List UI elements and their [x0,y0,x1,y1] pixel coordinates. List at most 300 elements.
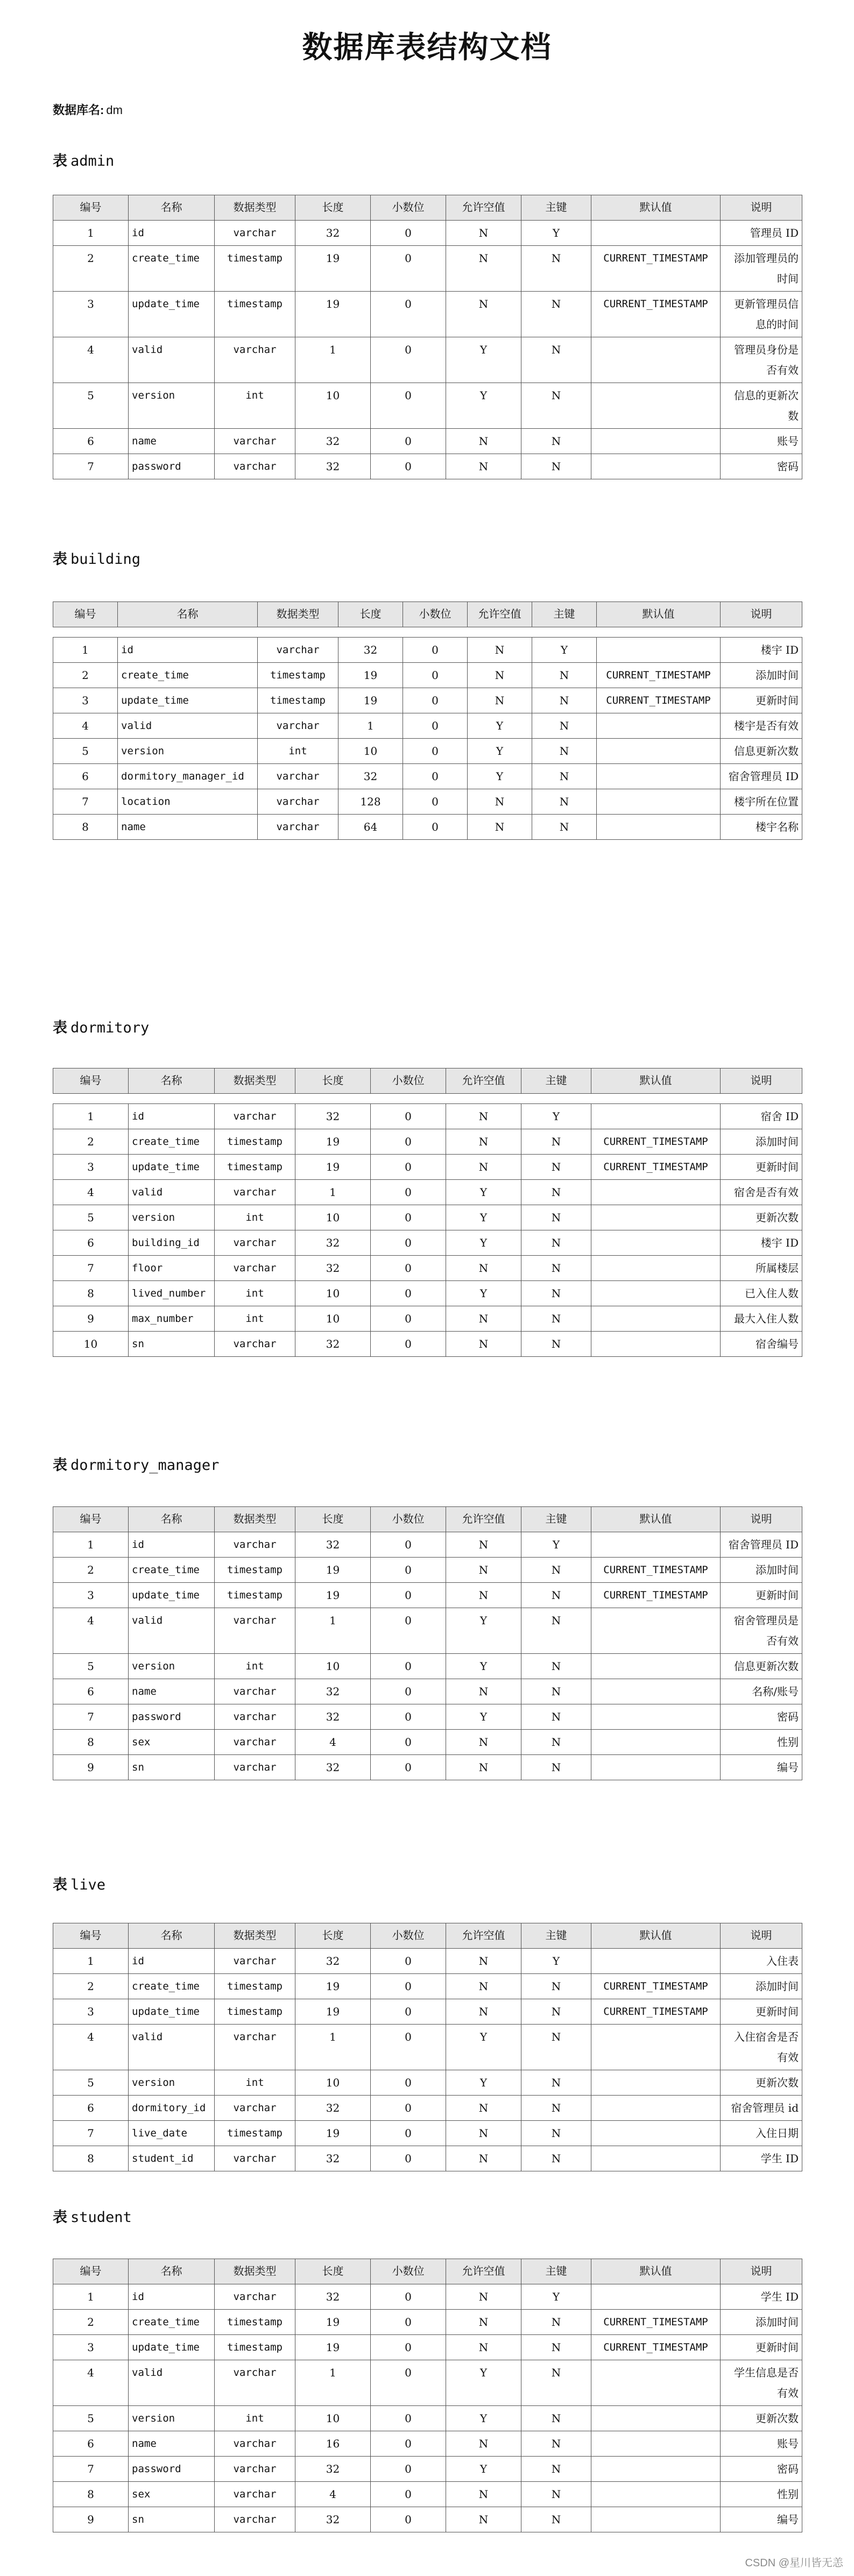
table-row [53,815,802,840]
col-nullable: Y [468,713,532,739]
col-decimal: 0 [403,815,468,840]
col-default [591,2406,721,2431]
col-decimal: 0 [371,1281,446,1306]
col-name: floor [129,1256,215,1281]
col-default [591,2025,721,2070]
col-length: 32 [295,2096,371,2121]
col-name: valid [129,1608,215,1654]
col-default [591,1230,721,1256]
col-description: 更新时间 [721,1999,802,2025]
col-type: varchar [215,2284,295,2310]
col-type: int [215,2070,295,2096]
table-spec-live [53,1923,802,2171]
col-type-header: 数据类型 [215,1507,295,1532]
col-decimal: 0 [371,292,446,337]
col-default [591,2096,721,2121]
col-primary-key: N [521,1755,591,1780]
table-name: admin [70,153,115,169]
col-index: 3 [53,292,129,337]
col-length: 19 [338,663,403,688]
col-description: 账号 [721,2431,802,2457]
col-default: CURRENT_TIMESTAMP [591,292,721,337]
col-decimal: 0 [371,2284,446,2310]
col-primary-key: N [532,739,597,764]
col-index-header: 编号 [53,195,129,221]
col-type: timestamp [215,1974,295,1999]
col-index: 3 [53,1999,129,2025]
table-prefix: 表 [53,1457,67,1474]
col-primary-key: N [521,1129,591,1155]
table-row [53,2284,802,2310]
col-decimal: 0 [371,2310,446,2335]
col-nullable: N [446,292,521,337]
col-primary-key: Y [521,1104,591,1129]
table-row [53,1230,802,1256]
col-description: 信息更新次数 [721,739,802,764]
col-name: max_number [129,1306,215,1332]
col-default [591,1281,721,1306]
col-description: 管理员身份是否有效 [721,337,802,383]
col-decimal: 0 [371,2146,446,2171]
col-primary-key: N [521,337,591,383]
table-heading-dormitory [53,1018,149,1038]
col-decimal: 0 [371,454,446,479]
col-index: 5 [53,2070,129,2096]
col-default [591,383,721,429]
col-type: varchar [258,789,338,815]
table-row [53,1679,802,1704]
col-primary-key: N [532,789,597,815]
col-index: 1 [53,1104,129,1129]
col-nullable: N [446,221,521,246]
col-description: 密码 [721,1704,802,1730]
col-type: varchar [215,2507,295,2532]
col-default-header: 默认值 [597,602,721,627]
col-primary-key: N [521,1583,591,1608]
col-length-header: 长度 [295,1507,371,1532]
col-description: 更新时间 [721,2335,802,2360]
col-default [591,1679,721,1704]
col-type: timestamp [215,2335,295,2360]
col-decimal: 0 [371,429,446,454]
col-nullable: N [446,2310,521,2335]
col-decimal: 0 [371,1730,446,1755]
col-index: 5 [53,383,129,429]
col-type: int [215,1654,295,1679]
col-index-header: 编号 [53,1507,129,1532]
col-index: 6 [53,1230,129,1256]
col-index: 2 [53,2310,129,2335]
col-default [597,739,721,764]
table-row [53,1755,802,1780]
col-default [591,2146,721,2171]
table-row [53,2406,802,2431]
col-description: 添加时间 [721,1129,802,1155]
table-spec-dormitory-manager [53,1506,802,1780]
col-index: 6 [53,764,118,789]
col-index: 1 [53,221,129,246]
col-name-header: 名称 [129,1068,215,1094]
table-spec-building [53,601,802,840]
col-decimal: 0 [371,1532,446,1558]
col-description: 楼宇名称 [721,815,802,840]
col-decimal: 0 [371,2070,446,2096]
col-type: varchar [215,1532,295,1558]
col-nullable: Y [446,2070,521,2096]
col-description-header: 说明 [721,2259,802,2284]
col-decimal: 0 [371,2096,446,2121]
table-row [53,1180,802,1205]
col-index: 5 [53,2406,129,2431]
table-row [53,2070,802,2096]
col-nullable: N [446,2431,521,2457]
col-name-header: 名称 [129,1923,215,1949]
col-name: update_time [118,688,258,713]
col-description: 入住日期 [721,2121,802,2146]
col-decimal: 0 [371,2025,446,2070]
col-decimal-header: 小数位 [371,1068,446,1094]
col-name: update_time [129,292,215,337]
table-heading-live [53,1876,105,1895]
col-nullable: Y [446,1654,521,1679]
col-index-header: 编号 [53,1923,129,1949]
col-decimal: 0 [371,1755,446,1780]
col-name: valid [129,1180,215,1205]
col-name: create_time [118,663,258,688]
col-decimal: 0 [371,2360,446,2406]
col-length: 19 [295,2335,371,2360]
table-row [53,1974,802,1999]
table-row [53,688,802,713]
col-type: varchar [215,2360,295,2406]
col-nullable: Y [446,337,521,383]
col-primary-key: N [521,1205,591,1230]
col-index: 2 [53,1974,129,1999]
col-index: 7 [53,454,129,479]
col-primary-key-header: 主键 [521,1923,591,1949]
col-index: 2 [53,1129,129,1155]
table-row [53,2335,802,2360]
col-index: 4 [53,1180,129,1205]
col-description: 性别 [721,2482,802,2507]
col-primary-key: N [521,383,591,429]
col-description: 已入住人数 [721,1281,802,1306]
col-description: 入住宿舍是否有效 [721,2025,802,2070]
table-heading-dormitory-manager [53,1456,219,1475]
col-nullable: N [446,429,521,454]
col-description: 学生 ID [721,2284,802,2310]
col-primary-key-header: 主键 [521,195,591,221]
col-primary-key: N [521,2146,591,2171]
col-index: 8 [53,815,118,840]
table-prefix: 表 [53,153,67,169]
col-index: 4 [53,713,118,739]
col-description: 更新次数 [721,2070,802,2096]
col-description: 添加时间 [721,663,802,688]
col-length: 10 [295,1306,371,1332]
col-description: 宿舍管理员是否有效 [721,1608,802,1654]
table-row [53,764,802,789]
col-type: varchar [215,1230,295,1256]
col-name: id [129,1104,215,1129]
col-length: 19 [295,1583,371,1608]
col-primary-key: N [521,1730,591,1755]
col-default [591,337,721,383]
col-name: student_id [129,2146,215,2171]
col-length: 32 [295,1755,371,1780]
col-type-header: 数据类型 [258,602,338,627]
col-default [591,1306,721,1332]
col-description: 最大入住人数 [721,1306,802,1332]
col-name: update_time [129,1155,215,1180]
col-nullable: N [446,1256,521,1281]
col-nullable: N [468,638,532,663]
col-name: version [129,383,215,429]
col-default [591,2482,721,2507]
col-nullable: N [468,789,532,815]
col-length: 10 [338,739,403,764]
col-description: 管理员 ID [721,221,802,246]
col-index: 3 [53,1583,129,1608]
col-type-header: 数据类型 [215,2259,295,2284]
table-row [53,246,802,292]
col-nullable: N [446,2507,521,2532]
col-nullable: N [446,1532,521,1558]
col-decimal: 0 [371,1608,446,1654]
col-nullable: Y [468,764,532,789]
col-index: 1 [53,1949,129,1974]
col-description: 宿舍管理员 id [721,2096,802,2121]
col-type: varchar [258,815,338,840]
col-primary-key: N [521,1999,591,2025]
col-length: 19 [295,1558,371,1583]
col-name: create_time [129,1129,215,1155]
table-heading-admin [53,152,114,171]
col-type: varchar [258,764,338,789]
col-default: CURRENT_TIMESTAMP [597,663,721,688]
col-index: 6 [53,2431,129,2457]
col-nullable: N [446,246,521,292]
col-primary-key: N [521,1679,591,1704]
col-length: 19 [295,246,371,292]
table-row [53,1129,802,1155]
col-default-header: 默认值 [591,1068,721,1094]
col-nullable: Y [446,2025,521,2070]
col-description: 宿舍管理员 ID [721,764,802,789]
col-nullable: N [446,1974,521,1999]
col-name: version [129,1205,215,1230]
col-decimal: 0 [403,789,468,815]
col-decimal: 0 [371,1949,446,1974]
col-nullable: N [446,2482,521,2507]
col-length: 4 [295,2482,371,2507]
col-decimal: 0 [403,739,468,764]
col-description: 学生信息是否有效 [721,2360,802,2406]
col-primary-key: N [521,1704,591,1730]
col-nullable: N [446,2121,521,2146]
col-name: name [118,815,258,840]
database-name-line [53,101,123,118]
col-default [597,713,721,739]
database-label: 数据库名: [53,103,104,117]
col-decimal: 0 [371,383,446,429]
col-length: 32 [295,2284,371,2310]
col-description: 宿舍是否有效 [721,1180,802,1205]
col-length: 32 [295,1332,371,1357]
col-type-header: 数据类型 [215,1068,295,1094]
col-nullable: Y [446,2360,521,2406]
col-type: varchar [215,221,295,246]
col-default: CURRENT_TIMESTAMP [591,2335,721,2360]
col-index: 1 [53,1532,129,1558]
table-row [53,1704,802,1730]
table-row [53,638,802,663]
col-name: id [129,2284,215,2310]
col-description: 名称/账号 [721,1679,802,1704]
col-length: 1 [295,2360,371,2406]
col-name: valid [129,2360,215,2406]
table-spec-student [53,2259,802,2532]
col-nullable: N [446,1730,521,1755]
col-type: varchar [215,429,295,454]
header-spacer [53,627,802,638]
col-primary-key: N [521,2096,591,2121]
col-index-header: 编号 [53,602,118,627]
col-index: 2 [53,1558,129,1583]
col-length: 4 [295,1730,371,1755]
col-length: 1 [295,1180,371,1205]
table-row [53,454,802,479]
col-type: varchar [215,1704,295,1730]
col-length: 32 [295,1679,371,1704]
col-decimal: 0 [371,1974,446,1999]
col-length: 19 [295,1999,371,2025]
col-decimal: 0 [371,2406,446,2431]
col-decimal: 0 [371,2507,446,2532]
col-nullable: N [446,1306,521,1332]
col-index: 2 [53,246,129,292]
col-index: 10 [53,1332,129,1357]
col-nullable-header: 允许空值 [446,195,521,221]
col-length-header: 长度 [295,1068,371,1094]
col-name: update_time [129,1999,215,2025]
col-default: CURRENT_TIMESTAMP [597,688,721,713]
col-name: update_time [129,2335,215,2360]
col-decimal: 0 [403,713,468,739]
col-primary-key: N [521,2406,591,2431]
col-index: 7 [53,1256,129,1281]
table-prefix: 表 [53,2209,67,2226]
col-default [591,1949,721,1974]
col-primary-key: N [532,663,597,688]
col-description: 添加时间 [721,2310,802,2335]
col-default [591,1180,721,1205]
col-length: 1 [295,337,371,383]
col-nullable: N [468,815,532,840]
table-row [53,1608,802,1654]
col-primary-key: N [521,2507,591,2532]
col-length: 32 [295,1104,371,1129]
col-default [591,2431,721,2457]
col-description-header: 说明 [721,195,802,221]
col-decimal: 0 [403,638,468,663]
col-name: dormitory_id [129,2096,215,2121]
database-name: dm [106,103,123,117]
table-header-row [53,1923,802,1949]
col-type: varchar [215,2431,295,2457]
col-length: 32 [295,1949,371,1974]
col-nullable: N [446,454,521,479]
col-type: varchar [215,2025,295,2070]
col-type: varchar [215,1332,295,1357]
col-length: 32 [338,764,403,789]
table-row [53,221,802,246]
col-primary-key: N [521,1558,591,1583]
col-primary-key-header: 主键 [521,1507,591,1532]
col-index: 7 [53,2121,129,2146]
col-nullable-header: 允许空值 [446,1068,521,1094]
col-length: 10 [295,1281,371,1306]
col-name: valid [129,2025,215,2070]
col-type: varchar [215,2146,295,2171]
col-name: version [118,739,258,764]
col-nullable: N [446,1679,521,1704]
col-length: 32 [295,1704,371,1730]
col-default [591,1704,721,1730]
col-description: 更新时间 [721,1583,802,1608]
col-decimal: 0 [371,1704,446,1730]
col-nullable-header: 允许空值 [446,1923,521,1949]
col-name: name [129,1679,215,1704]
col-description: 密码 [721,454,802,479]
table-row [53,383,802,429]
col-name: building_id [129,1230,215,1256]
col-length: 1 [295,1608,371,1654]
col-nullable: N [446,1129,521,1155]
col-length: 64 [338,815,403,840]
col-primary-key: N [521,1306,591,1332]
col-length: 32 [295,2146,371,2171]
table-row [53,1332,802,1357]
table-row [53,789,802,815]
col-length: 32 [295,1230,371,1256]
col-decimal: 0 [371,1180,446,1205]
col-description: 楼宇是否有效 [721,713,802,739]
col-length-header: 长度 [295,2259,371,2284]
col-length: 16 [295,2431,371,2457]
col-decimal: 0 [371,1256,446,1281]
col-length: 19 [295,292,371,337]
col-description: 信息的更新次数 [721,383,802,429]
col-type: varchar [215,2482,295,2507]
col-length: 1 [338,713,403,739]
col-nullable: N [446,1155,521,1180]
col-decimal: 0 [371,337,446,383]
col-name: sex [129,1730,215,1755]
col-type: timestamp [215,1129,295,1155]
col-default: CURRENT_TIMESTAMP [591,1999,721,2025]
col-nullable: Y [446,2457,521,2482]
col-description-header: 说明 [721,1068,802,1094]
col-nullable: N [446,1332,521,1357]
col-description: 楼宇 ID [721,1230,802,1256]
col-index: 8 [53,1730,129,1755]
table-row [53,2507,802,2532]
col-default [591,2070,721,2096]
col-type: timestamp [215,292,295,337]
col-length: 32 [338,638,403,663]
col-length: 32 [295,221,371,246]
